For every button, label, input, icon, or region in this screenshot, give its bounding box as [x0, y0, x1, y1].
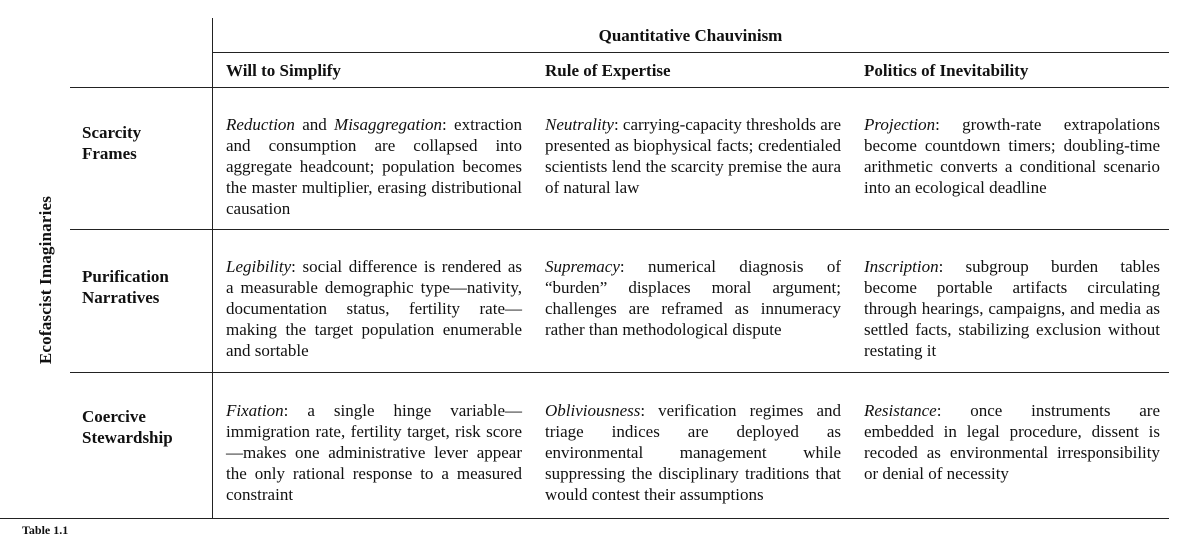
cell-text: : a single hinge variable—immigration rate, fertility target, risk score—makes one administrative lever appear the only rational response to a measured constraint: [226, 401, 522, 504]
cell-text: : numerical diagnosis of “burden” displaces moral argument; challenges are reframed as innumeracy rather than methodological dispute: [545, 257, 841, 339]
cell-text: : carrying-capacity thresholds are presented as biophysical facts; credentialed scientists lend the scarcity premise the aura of natural law: [545, 115, 841, 197]
column-header-rule-of-expertise: Rule of Expertise: [545, 61, 671, 80]
cell-term: Obliviousness: [545, 401, 641, 420]
table-cell: [864, 256, 1160, 361]
cell-text: and: [294, 115, 335, 134]
table-rule-row-1: [70, 229, 1169, 230]
row-label-line: Stewardship: [82, 428, 173, 447]
table-rule-vertical: [212, 18, 213, 518]
table-rule-under-group-header: [213, 52, 1169, 53]
group-header-quantitative-chauvinism: Quantitative Chauvinism: [598, 26, 783, 45]
cell-term: Neutrality: [545, 115, 614, 134]
cell-term: Inscription: [864, 257, 939, 276]
table-cell: [545, 114, 841, 198]
table-cell: [226, 400, 522, 505]
cell-text: : extraction and consumption are collapsed into aggregate headcount; population becomes the master multiplier, erasing distributional causation: [226, 115, 522, 218]
cell-text: : growth-rate extrapolations become countdown timers; doubling-time arithmetic converts a conditional scenario into an ecological deadline: [864, 115, 1160, 197]
table-cell: [864, 114, 1160, 198]
row-label-scarcity-frames: [82, 122, 207, 164]
cell-term: Misaggregation: [334, 115, 443, 134]
cell-term: Fixation: [226, 401, 284, 420]
cell-text: : once instruments are embedded in legal procedure, dissent is recoded as environmental irresponsibility or denial of necessity: [864, 401, 1160, 483]
row-label-line: Scarcity: [82, 123, 142, 142]
row-label-line: Purification: [82, 267, 169, 286]
table-cell: [226, 114, 522, 219]
row-label-line: Frames: [82, 144, 137, 163]
table-cell: [864, 400, 1160, 484]
cell-term: Supremacy: [545, 257, 620, 276]
table-rule-bottom: [0, 518, 1169, 519]
side-label-ecofascist-imaginaries: Ecofascist Imaginaries: [36, 195, 55, 365]
cell-term: Legibility: [226, 257, 292, 276]
cell-term: Resistance: [864, 401, 937, 420]
cell-term: Projection: [864, 115, 936, 134]
table-cell: [226, 256, 522, 361]
row-label-coercive-stewardship: [82, 406, 207, 448]
column-header-will-to-simplify: Will to Simplify: [226, 61, 341, 80]
table-caption: Table 1.1: [22, 523, 69, 537]
row-label-line: Narratives: [82, 288, 160, 307]
table-rule-row-2: [70, 372, 1169, 373]
cell-text: : verification regimes and triage indices are deployed as environmental management while suppressing the disciplinary traditions that would contest their assumptions: [545, 401, 841, 504]
cell-text: : social difference is rendered as a measurable demographic type—nativity, documentation status, fertility rate—making the target population enumerable and sortable: [226, 257, 522, 360]
row-label-purification-narratives: [82, 266, 207, 308]
table-rule-under-column-headers: [70, 87, 1169, 88]
cell-text: : subgroup burden tables become portable artifacts circulating through hearings, campaigns, and media as settled facts, stabilizing exclusion without restating it: [864, 257, 1160, 360]
column-header-politics-of-inevitability: Politics of Inevitability: [864, 61, 1029, 80]
row-label-line: Coercive: [82, 407, 146, 426]
table-cell: [545, 256, 841, 340]
cell-term: Reduction: [226, 115, 295, 134]
table-cell: [545, 400, 841, 505]
